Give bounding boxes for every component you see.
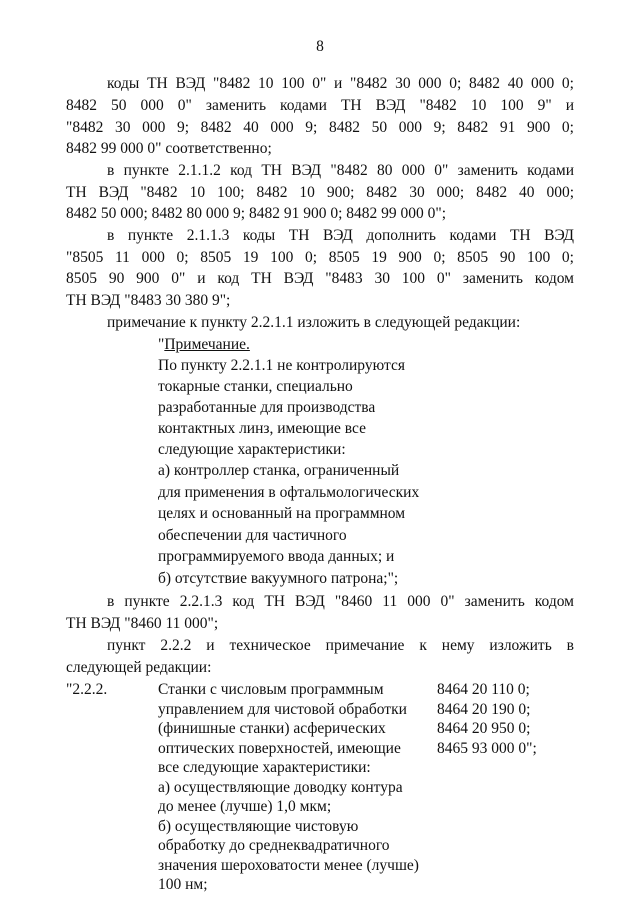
item-description-line: обработку до среднеквадратичного xyxy=(158,837,390,854)
tn-ved-code: 8464 20 190 0; xyxy=(437,700,531,718)
item-description-line: Станки с числовым программным xyxy=(158,681,384,698)
item-description-line: 100 нм; xyxy=(158,876,208,893)
tn-ved-code: 8464 20 950 0; xyxy=(437,720,531,737)
item-description-line: управлением для чистовой обработки xyxy=(158,700,407,718)
paragraph-line: ТН ВЭД "8483 30 380 9"; xyxy=(66,292,231,309)
note-line: следующие характеристики: xyxy=(158,441,346,458)
tn-ved-code: 8465 93 000 0"; xyxy=(437,739,537,757)
page-number: 8 xyxy=(316,38,324,55)
note-line: б) отсутствие вакуумного патрона;"; xyxy=(158,570,399,587)
item-description-line: (финишные станки) асферических xyxy=(158,720,386,737)
paragraph-line: "8505 11 000 0; 8505 19 100 0; 8505 19 900 0; 8505 90 100 0; xyxy=(66,249,574,266)
tn-ved-code: 8464 20 110 0; xyxy=(437,681,530,698)
paragraph-line: 8482 50 000; 8482 80 000 9; 8482 91 900 0; 8482 99 000 0"; xyxy=(66,205,447,222)
item-description-line: до менее (лучше) 1,0 мкм; xyxy=(158,798,332,815)
item-description-line: оптических поверхностей, имеющие xyxy=(158,739,401,757)
note-line: контактных линз, имеющие все xyxy=(158,420,366,437)
note-line: разработанные для производства xyxy=(158,399,376,416)
paragraph-line: примечание к пункту 2.2.1.1 изложить в следующей редакции: xyxy=(107,314,521,331)
note-line: а) контроллер станка, ограниченный xyxy=(158,462,400,479)
paragraph-line: пункт 2.2.2 и техническое примечание к нему изложить в xyxy=(107,637,574,654)
item-description-line: все следующие характеристики: xyxy=(158,759,371,776)
paragraph-line: следующей редакции: xyxy=(66,659,212,676)
note-title xyxy=(158,336,250,354)
item-description-line: а) осуществляющие доводку контура xyxy=(158,778,403,796)
note-line: По пункту 2.2.1.1 не контролируются xyxy=(158,357,405,374)
note-line: для применения в офтальмологических xyxy=(158,484,420,501)
note-title-text: Примечание. xyxy=(164,336,250,353)
paragraph-line: 8505 90 900 0" и код ТН ВЭД "8483 30 100 0" заменить кодом xyxy=(66,270,574,287)
item-description-line: б) осуществляющие чистовую xyxy=(158,817,359,835)
note-line: обеспечении для частичного xyxy=(158,527,347,544)
item-number: "2.2.2. xyxy=(66,681,108,698)
paragraph-line: ТН ВЭД "8482 10 100; 8482 10 900; 8482 30 000; 8482 40 000; xyxy=(66,184,574,201)
note-line: токарные станки, специально xyxy=(158,378,353,395)
paragraph-line: в пункте 2.1.1.3 коды ТН ВЭД дополнить кодами ТН ВЭД xyxy=(107,227,574,244)
paragraph-line: коды ТН ВЭД "8482 10 100 0" и "8482 30 000 0; 8482 40 000 0; xyxy=(107,75,574,92)
opening-quote: " xyxy=(158,336,165,353)
paragraph-line: в пункте 2.1.1.2 код ТН ВЭД "8482 80 000 0" заменить кодами xyxy=(107,162,574,179)
paragraph-line: "8482 30 000 9; 8482 40 000 9; 8482 50 000 9; 8482 91 900 0; xyxy=(66,119,574,136)
paragraph-line: 8482 99 000 0" соответственно; xyxy=(66,140,272,157)
paragraph-line: в пункте 2.2.1.3 код ТН ВЭД "8460 11 000 0" заменить кодом xyxy=(107,593,574,610)
paragraph-line: 8482 50 000 0" заменить кодами ТН ВЭД "8482 10 100 9" и xyxy=(66,97,574,114)
note-line: программируемого ввода данных; и xyxy=(158,548,395,565)
note-line: целях и основанный на программном xyxy=(158,505,406,522)
item-description-line: значения шероховатости менее (лучше) xyxy=(158,856,419,874)
paragraph-line: ТН ВЭД "8460 11 000"; xyxy=(66,615,219,632)
